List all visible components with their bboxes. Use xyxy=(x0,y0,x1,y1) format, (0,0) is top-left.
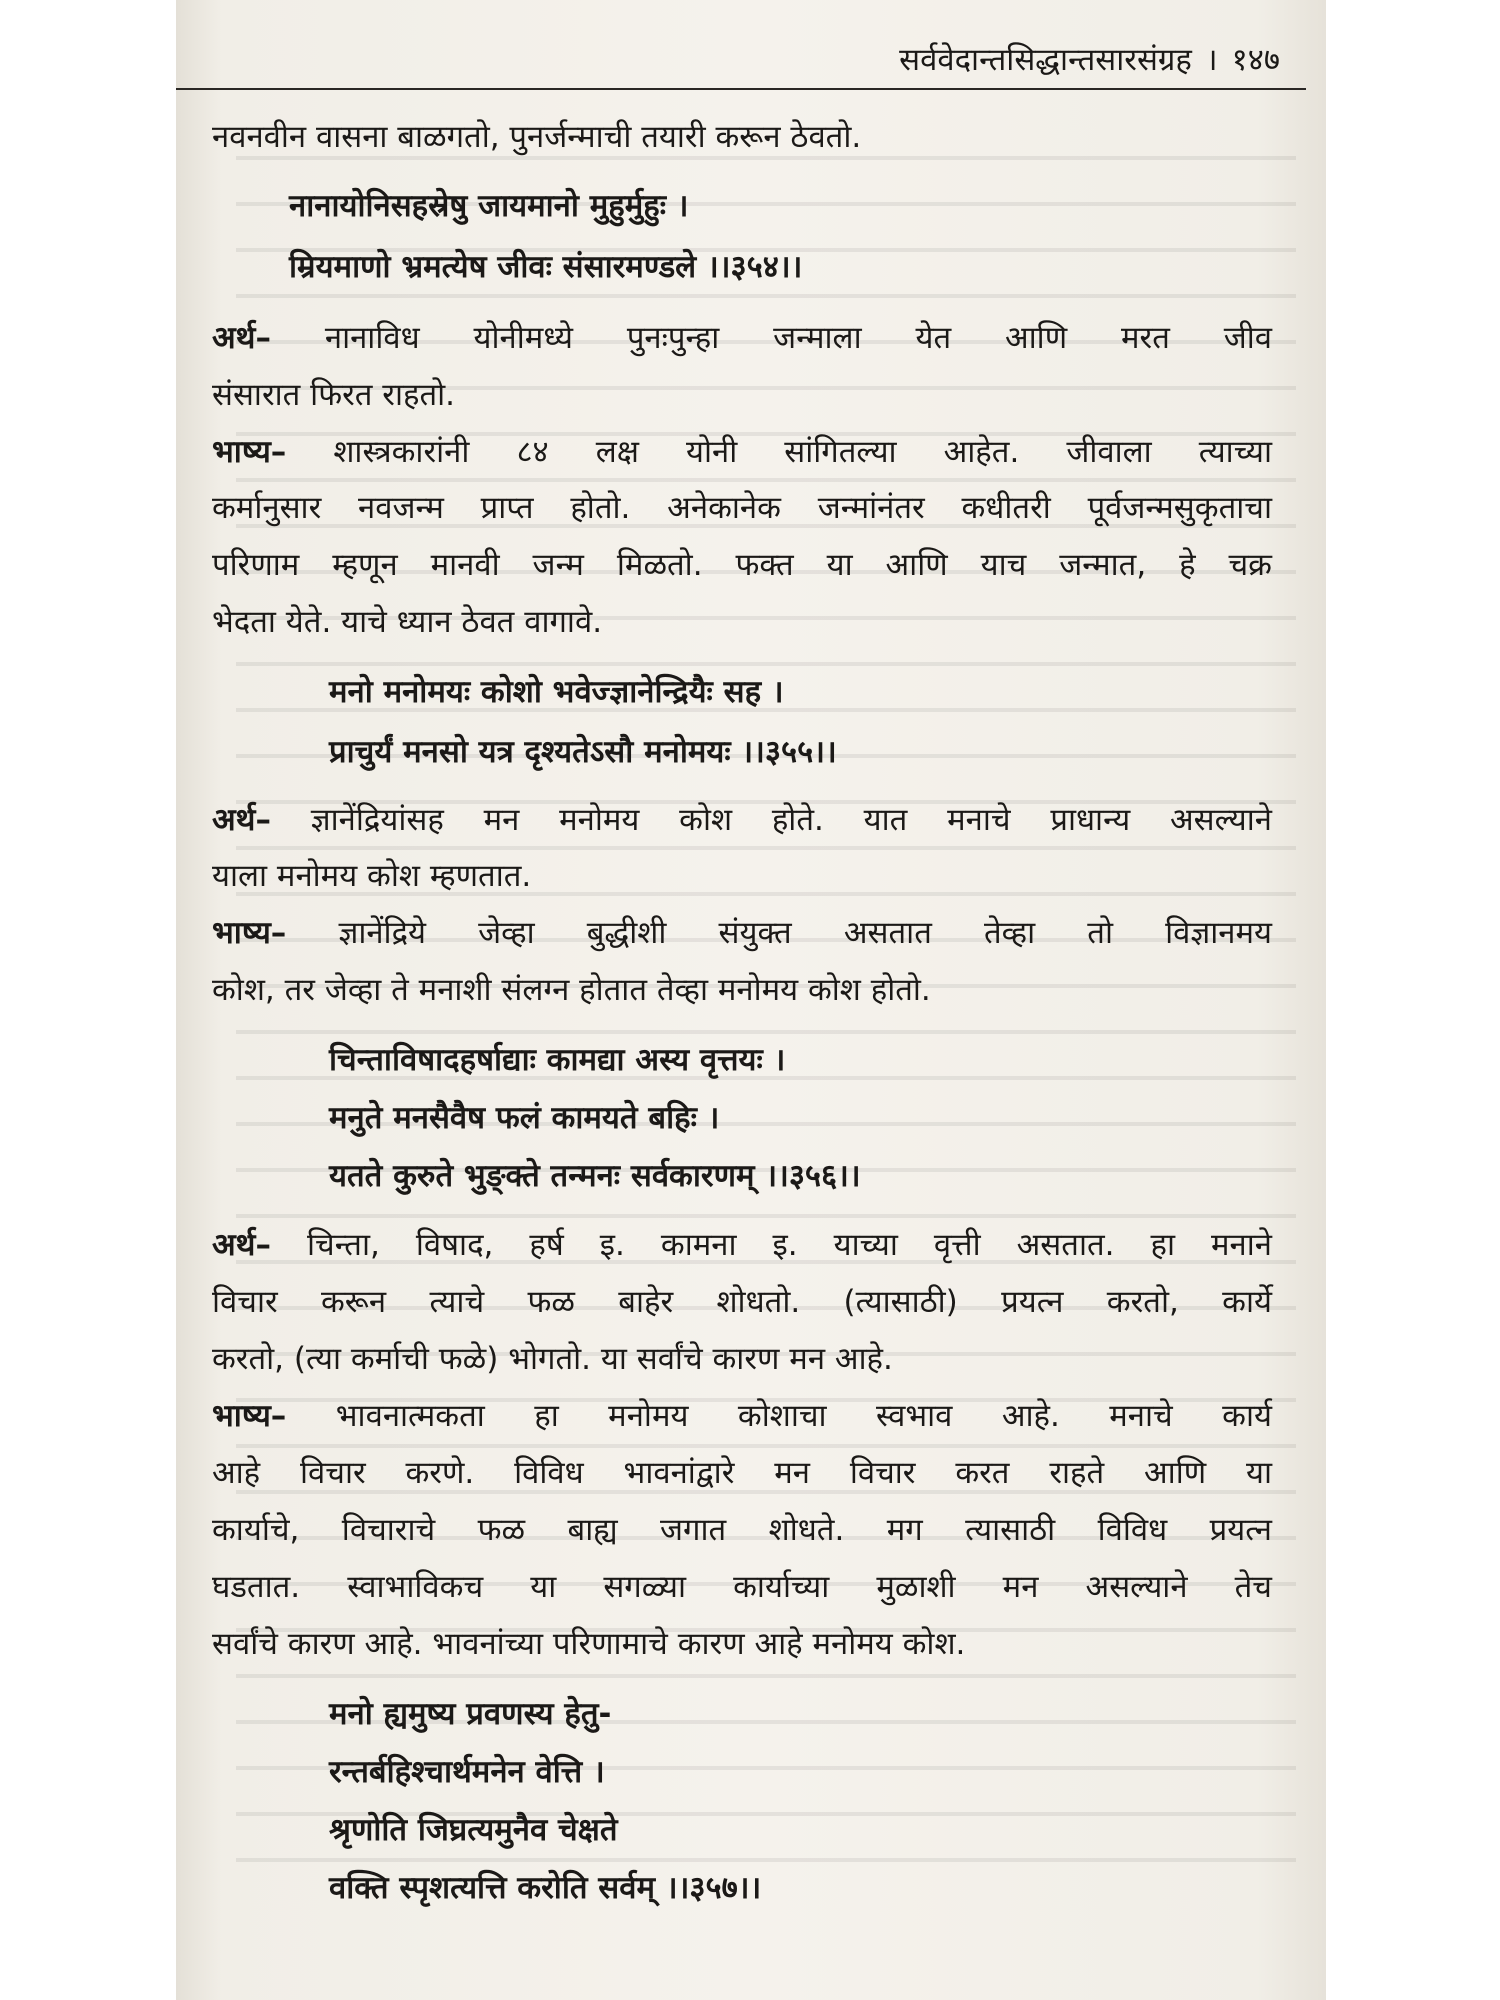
prose-line: करतो, (त्या कर्माची फळे) भोगतो. या सर्वांचे कारण मन आहे. xyxy=(212,1341,893,1377)
header-rule xyxy=(176,88,1306,90)
verse-line: मनुते मनसैवैष फलं कामयते बहिः । xyxy=(329,1100,720,1136)
prose-line xyxy=(212,1225,1272,1265)
prose-line xyxy=(212,1396,1272,1436)
bhashya-label: भाष्य– xyxy=(212,434,287,470)
prose-line: कर्मानुसार नवजन्म प्राप्त होतो. अनेकानेक जन्मांनंतर कधीतरी पूर्वजन्मसुकृताचा xyxy=(212,490,1272,526)
verse-line: रन्तर्बहिश्चार्थमनेन वेत्ति । xyxy=(329,1754,605,1790)
verse-line: म्रियमाणो भ्रमत्येष जीवः संसारमण्डले ।।३५४।। xyxy=(289,249,803,285)
page-number: १४७ xyxy=(1231,42,1280,78)
prose-line: परिणाम म्हणून मानवी जन्म मिळतो. फक्त या आणि याच जन्मात, हे चक्र xyxy=(212,547,1272,583)
verse-line: नानायोनिसहस्रेषु जायमानो मुहुर्मुहुः । xyxy=(289,188,689,224)
prose-line: कोश, तर जेव्हा ते मनाशी संलग्न होतात तेव्हा मनोमय कोश होतो. xyxy=(212,972,931,1008)
verse-line: मनो मनोमयः कोशो भवेज्ज्ञानेन्द्रियैः सह । xyxy=(329,674,784,710)
artha-text: नानाविध योनीमध्ये पुनःपुन्हा जन्माला येत आणि मरत जीव xyxy=(271,320,1272,356)
verse-line: प्राचुर्यं मनसो यत्र दृश्यतेऽसौ मनोमयः ।।३५५।। xyxy=(329,734,837,770)
verse-line: वक्ति स्पृशत्यत्ति करोति सर्वम् ।।३५७।। xyxy=(329,1870,762,1906)
artha-text: चिन्ता, विषाद, हर्ष इ. कामना इ. याच्या वृत्ती असतात. हा मनाने xyxy=(271,1227,1272,1263)
prose-line: विचार करून त्याचे फळ बाहेर शोधतो. (त्यासाठी) प्रयत्न करतो, कार्ये xyxy=(212,1284,1272,1320)
artha-label: अर्थ– xyxy=(212,802,271,838)
prose-line xyxy=(212,432,1272,472)
prose-line: सर्वांचे कारण आहे. भावनांच्या परिणामाचे कारण आहे मनोमय कोश. xyxy=(212,1626,966,1662)
verse-line: मनो ह्यमुष्य प्रवणस्य हेतु- xyxy=(329,1696,612,1732)
bhashya-text: भावनात्मकता हा मनोमय कोशाचा स्वभाव आहे. मनाचे कार्य xyxy=(286,1398,1272,1434)
prose-line: संसारात फिरत राहतो. xyxy=(212,377,456,413)
artha-label: अर्थ– xyxy=(212,1227,271,1263)
prose-line: आहे विचार करणे. विविध भावनांद्वारे मन विचार करत राहते आणि या xyxy=(212,1455,1272,1491)
verse-line: चिन्ताविषादहर्षाद्याः कामद्या अस्य वृत्तयः । xyxy=(329,1042,786,1078)
artha-label: अर्थ– xyxy=(212,320,271,356)
running-header xyxy=(899,40,1280,80)
bhashya-label: भाष्य– xyxy=(212,915,287,951)
artha-text: ज्ञानेंद्रियांसह मन मनोमय कोश होते. यात मनाचे प्राधान्य असल्याने xyxy=(271,802,1272,838)
prose-line xyxy=(212,913,1272,953)
prose-line: याला मनोमय कोश म्हणतात. xyxy=(212,858,532,894)
verse-line: श्रृणोति जिघ्रत्यमुनैव चेक्षते xyxy=(329,1812,618,1848)
verse-line: यतते कुरुते भुङ्क्ते तन्मनः सर्वकारणम् ।।३५६।। xyxy=(329,1158,861,1194)
prose-line xyxy=(212,318,1272,358)
prose-line: घडतात. स्वाभाविकच या सगळ्या कार्याच्या मुळाशी मन असल्याने तेच xyxy=(212,1569,1272,1605)
book-page xyxy=(176,0,1326,2000)
prose-line: कार्याचे, विचाराचे फळ बाह्य जगात शोधते. मग त्यासाठी विविध प्रयत्न xyxy=(212,1512,1272,1548)
header-separator: । xyxy=(1205,42,1218,78)
bhashya-label: भाष्य– xyxy=(212,1398,287,1434)
header-title: सर्ववेदान्तसिद्धान्तसारसंग्रह xyxy=(899,42,1192,78)
bhashya-text: ज्ञानेंद्रिये जेव्हा बुद्धीशी संयुक्त असतात तेव्हा तो विज्ञानमय xyxy=(286,915,1272,951)
prose-line: नवनवीन वासना बाळगतो, पुनर्जन्माची तयारी करून ठेवतो. xyxy=(212,119,862,155)
prose-line: भेदता येते. याचे ध्यान ठेवत वागावे. xyxy=(212,604,603,640)
bhashya-text: शास्त्रकारांनी ८४ लक्ष योनी सांगितल्या आहेत. जीवाला त्याच्या xyxy=(286,434,1272,470)
prose-line xyxy=(212,800,1272,840)
